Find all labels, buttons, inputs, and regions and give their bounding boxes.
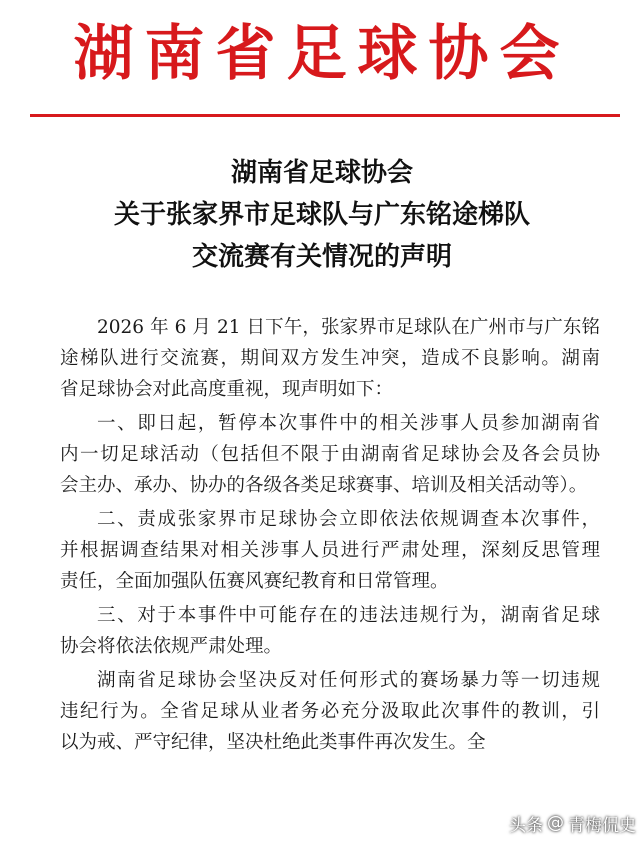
org-letterhead: 湖南省足球协会: [73, 19, 571, 89]
paragraph-closing: [60, 665, 600, 758]
text-line: 二、责成张家界市足球协会立即依法依规调查本次事件，: [97, 509, 600, 530]
text-line: 一、即日起，暂停本次事件中的相关涉事人员参加湖南省: [97, 413, 600, 434]
account-name: 青梅侃史: [568, 815, 636, 836]
text-line: 并根据调查结果对相关涉事人员进行严肃处理，深刻反思管理: [60, 540, 600, 561]
at-symbol: @: [547, 813, 564, 833]
letterhead-divider: [30, 114, 620, 117]
text-line: 2026 年 6 月 21 日下午，张家界市足球队在广州市与广东铭: [97, 317, 600, 338]
text-line: 途梯队进行交流赛，期间双方发生冲突，造成不良影响。湖南: [60, 348, 600, 369]
text-line: 三、对于本事件中可能存在的违法违规行为，湖南省足球: [97, 605, 600, 626]
text-line: 湖南省足球协会坚决反对任何形式的赛场暴力等一切违规: [97, 670, 600, 691]
paragraph-item-2: [60, 504, 600, 597]
title-line-1: 湖南省足球协会: [230, 158, 413, 188]
statement-title: [0, 152, 644, 278]
statement-body: [60, 312, 600, 761]
platform-logo: 头条: [509, 815, 543, 836]
text-line: 以为戒、严守纪律，坚决杜绝此类事件再次发生。全: [60, 732, 486, 753]
paragraph-item-1: [60, 408, 600, 501]
text-line: 会主办、承办、协办的各级各类足球赛事、培训及相关活动等）。: [60, 475, 588, 496]
paragraph-item-3: [60, 600, 600, 662]
paragraph-intro: [60, 312, 600, 405]
text-line: 违纪行为。全省足球从业者务必充分汲取此次事件的教训，引: [60, 701, 600, 722]
source-watermark: [509, 810, 636, 836]
title-line-2: 关于张家界市足球队与广东铭途梯队: [113, 200, 530, 230]
title-line-3: 交流赛有关情况的声明: [191, 242, 452, 272]
text-line: 省足球协会对此高度重视，现声明如下：: [60, 379, 394, 400]
text-line: 内一切足球活动（包括但不限于由湖南省足球协会及各会员协: [60, 444, 600, 465]
text-line: 责任，全面加强队伍赛风赛纪教育和日常管理。: [60, 571, 449, 592]
text-line: 协会将依法依规严肃处理。: [60, 636, 283, 657]
